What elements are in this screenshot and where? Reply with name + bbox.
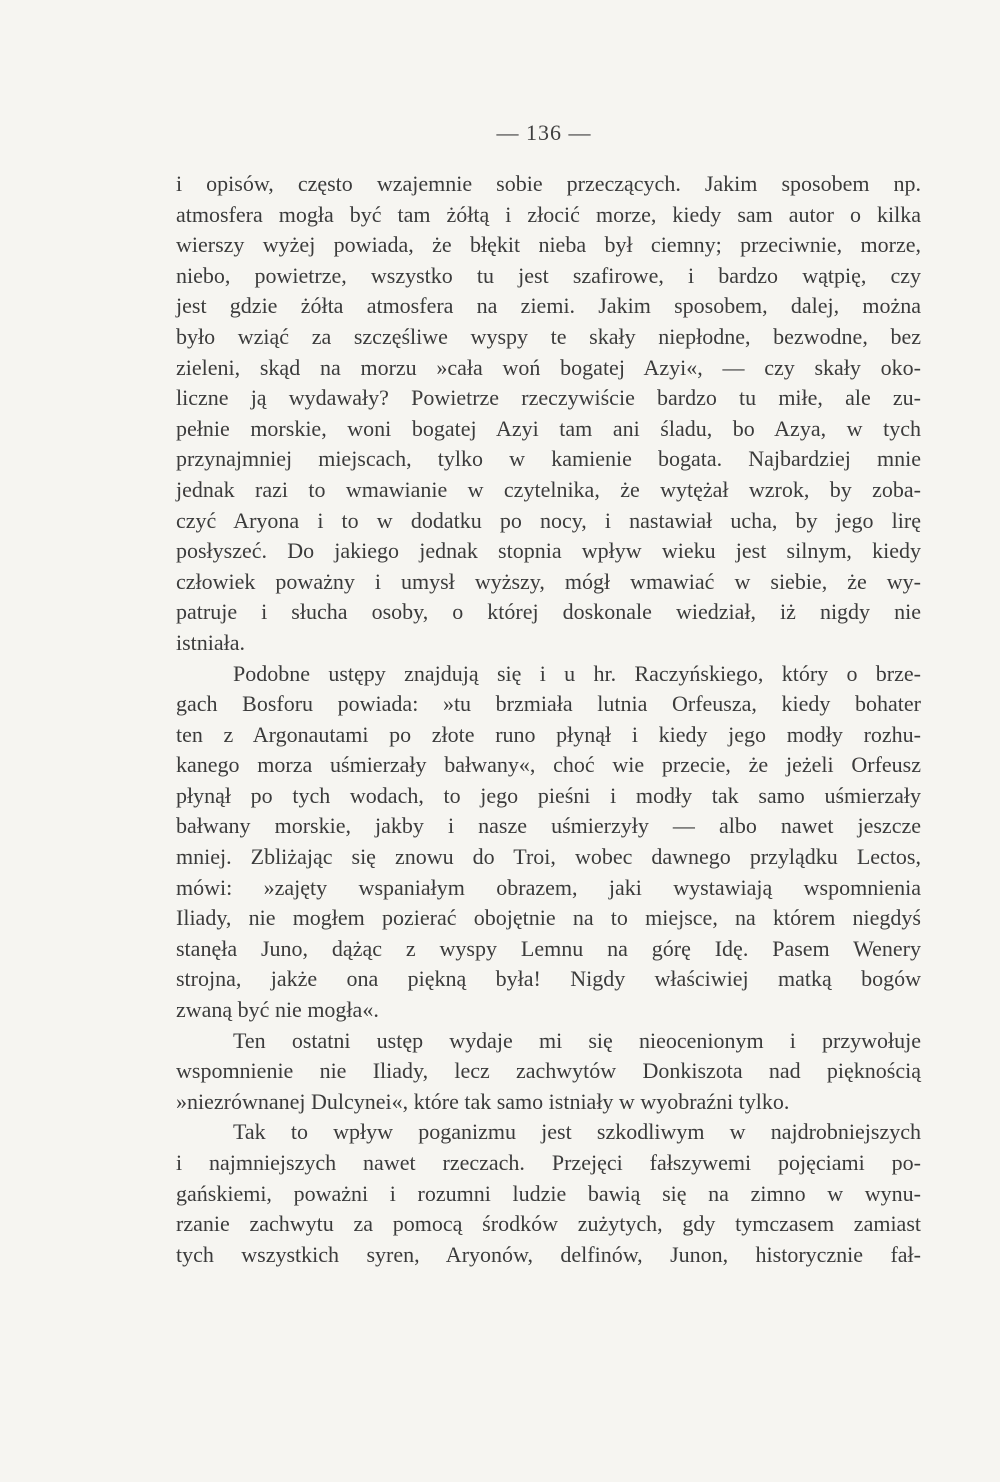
text-line: strojna, jakże ona piękną była! Nigdy właściwiej matką bogów bbox=[176, 966, 921, 992]
text-line: Podobne ustępy znajdują się i u hr. Raczyńskiego, który o brze- bbox=[233, 660, 921, 686]
text-line: czyć Aryona i to w dodatku po nocy, i nastawiał ucha, by jego lirę bbox=[176, 507, 921, 533]
text-line: przynajmniej miejscach, tylko w kamienie bogata. Najbardziej mnie bbox=[176, 446, 921, 472]
text-line: mniej. Zbliżając się znowu do Troi, wobec dawnego przylądku Lectos, bbox=[176, 844, 921, 870]
text-line: niebo, powietrze, wszystko tu jest szafirowe, i bardzo wątpię, czy bbox=[176, 262, 921, 288]
paragraph bbox=[176, 1117, 921, 1270]
text-line: i najmniejszych nawet rzeczach. Przejęci fałszywemi pojęciami po- bbox=[176, 1150, 921, 1175]
text-line: wspomnienie nie Iliady, lecz zachwytów Donkiszota nad pięknością bbox=[176, 1058, 921, 1084]
text-line: wierszy wyżej powiada, że błękit nieba był ciemny; przeciwnie, morze, bbox=[176, 232, 921, 258]
text-line: liczne ją wydawały? Powietrze rzeczywiście bardzo tu miłe, ale zu- bbox=[176, 385, 921, 411]
text-line: gach Bosforu powiada: »tu brzmiała lutnia Orfeusza, kiedy bohater bbox=[176, 691, 921, 717]
paragraph bbox=[176, 659, 921, 1026]
text-line: zwaną być nie mogła«. bbox=[176, 997, 379, 1023]
text-line: Ten ostatni ustęp wydaje mi się nieocenionym i przywołuje bbox=[233, 1027, 921, 1053]
text-line: posłyszeć. Do jakiego jednak stopnia wpływ wieku jest silnym, kiedy bbox=[176, 538, 921, 564]
text-line: kanego morza uśmierzały bałwany«, choć wie przecie, że jeżeli Orfeusz bbox=[176, 752, 921, 778]
paragraph bbox=[176, 169, 921, 659]
page-number: — 136 — bbox=[496, 120, 592, 145]
text-line: i opisów, często wzajemnie sobie przeczących. Jakim sposobem np. bbox=[176, 171, 921, 196]
text-line: pełnie morskie, woni bogatej Azyi tam ani śladu, bo Azya, w tych bbox=[176, 415, 921, 441]
paragraph bbox=[176, 1026, 921, 1118]
text-line: Iliady, nie mogłem pozierać obojętnie na to miejsce, na którem niegdyś bbox=[176, 905, 921, 931]
text-line: mówi: »zajęty wspaniałym obrazem, jaki wystawiają wspomnienia bbox=[176, 874, 921, 900]
text-line: jest gdzie żółta atmosfera na ziemi. Jakim sposobem, dalej, można bbox=[176, 293, 921, 319]
text-line: istniała. bbox=[176, 629, 246, 655]
text-line: gańskiemi, poważni i rozumni ludzie bawią się na zimno w wynu- bbox=[176, 1180, 921, 1206]
text-line: atmosfera mogła być tam żółtą i złocić morze, kiedy sam autor o kilka bbox=[176, 201, 921, 227]
text-line: ten z Argonautami po złote runo płynął i kiedy jego modły rozhu- bbox=[176, 721, 921, 747]
text-line: stanęła Juno, dążąc z wyspy Lemnu na górę Idę. Pasem Wenery bbox=[176, 935, 921, 961]
text-line: było wziąć za szczęśliwe wyspy te skały niepłodne, bezwodne, bez bbox=[176, 323, 921, 349]
text-line: bałwany morskie, jakby i nasze uśmierzyły — albo nawet jeszcze bbox=[176, 813, 921, 839]
text-line: zieleni, skąd na morzu »cała woń bogatej Azyi«, — czy skały oko- bbox=[176, 354, 921, 380]
text-line: rzanie zachwytu za pomocą środków zużytych, gdy tymczasem zamiast bbox=[176, 1211, 921, 1237]
text-line: jednak razi to wmawianie w czytelnika, że wytężał wzrok, by zoba- bbox=[176, 476, 921, 502]
text-line: patruje i słucha osoby, o której doskonale wiedział, iż nigdy nie bbox=[176, 599, 921, 625]
text-line: płynął po tych wodach, to jego pieśni i modły tak samo uśmierzały bbox=[176, 782, 921, 808]
text-line: tych wszystkich syren, Aryonów, delfinów, Junon, historycznie fał- bbox=[176, 1241, 921, 1267]
body-text bbox=[176, 169, 921, 1270]
text-line: Tak to wpływ poganizmu jest szkodliwym w najdrobniejszych bbox=[233, 1119, 921, 1145]
text-line: człowiek poważny i umysł wyższy, mógł wmawiać w siebie, że wy- bbox=[176, 568, 921, 594]
text-line: »niezrównanej Dulcynei«, które tak samo istniały w wyobraźni tylko. bbox=[176, 1088, 790, 1114]
